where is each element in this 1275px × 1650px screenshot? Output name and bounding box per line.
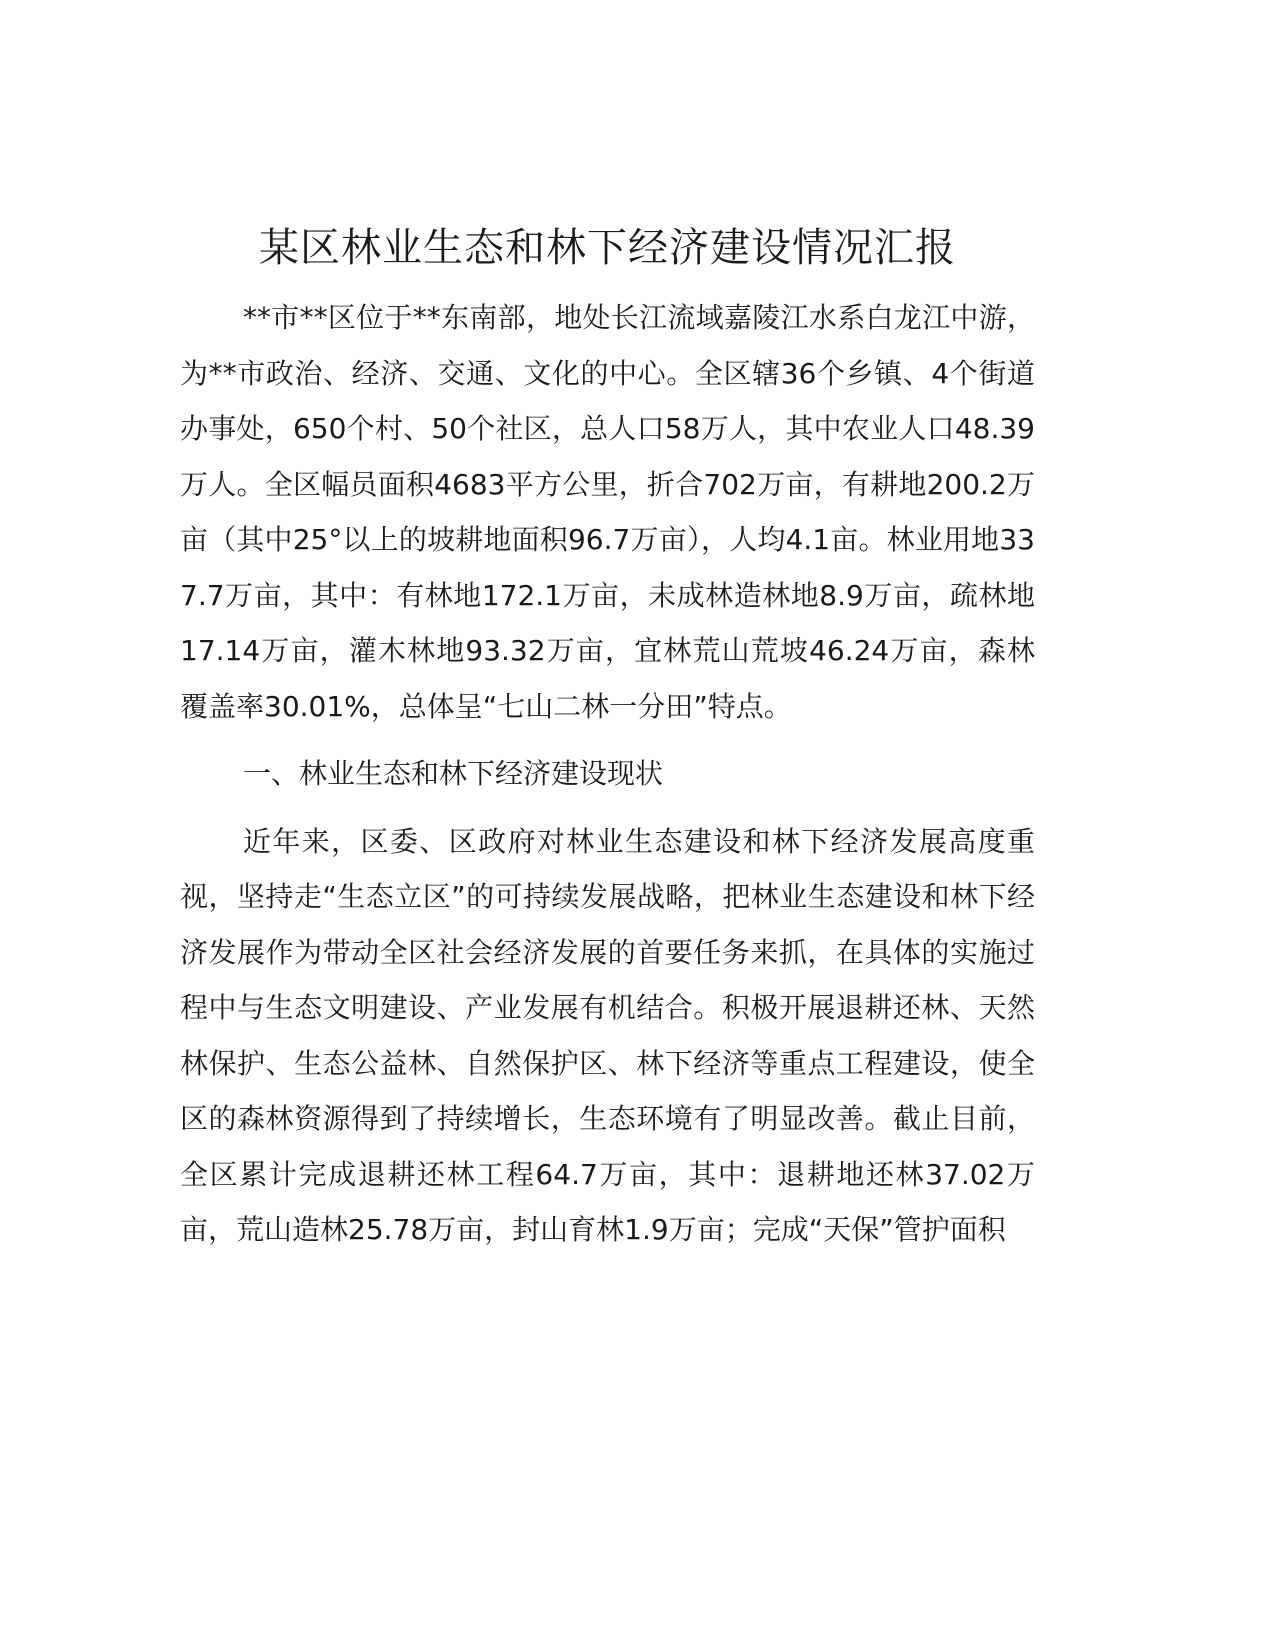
section-paragraph: 近年来，区委、区政府对林业生态建设和林下经济发展高度重视，坚持走“生态立区”的可持续发展战略，把林业生态建设和林下经济发展作为带动全区社会经济发展的首要任务来抓，在具体的实施过程中与生态文明建设、产业发展有机结合。积极开展退耕还林、天然林保护、生态公益林、自然保护区、林下经济等重点工程建设，使全区的森林资源得到了持续增长，生态环境有了明显改善。截止目前，全区累计完成退耕还林工程64.7万亩，其中：退耕地还林37.02万亩，荒山造林25.78万亩，封山育林1.9万亩；完成“天保”管护面积: [180, 824, 1035, 1246]
document-body: [180, 290, 1035, 1258]
section-heading: 一、林业生态和林下经济建设现状: [243, 757, 664, 790]
document-title: 某区林业生态和林下经济建设情况汇报: [259, 225, 956, 271]
intro-paragraph: **市**区位于**东南部，地处长江流域嘉陵江水系白龙江中游，为**市政治、经济、交通、文化的中心。全区辖36个乡镇、4个街道办事处，650个村、50个社区，总人口58万人，其中农业人口48.39万人。全区幅员面积4683平方公里，折合702万亩，有耕地200.2万亩（其中25°以上的坡耕地面积96.7万亩），人均4.1亩。林业用地337.7万亩，其中：有林地172.1万亩，未成林造林地8.9万亩，疏林地17.14万亩，灌木林地93.32万亩，宜林荒山荒坡46.24万亩，森林覆盖率30.01%，总体呈“七山二林一分田”特点。: [180, 301, 1035, 723]
